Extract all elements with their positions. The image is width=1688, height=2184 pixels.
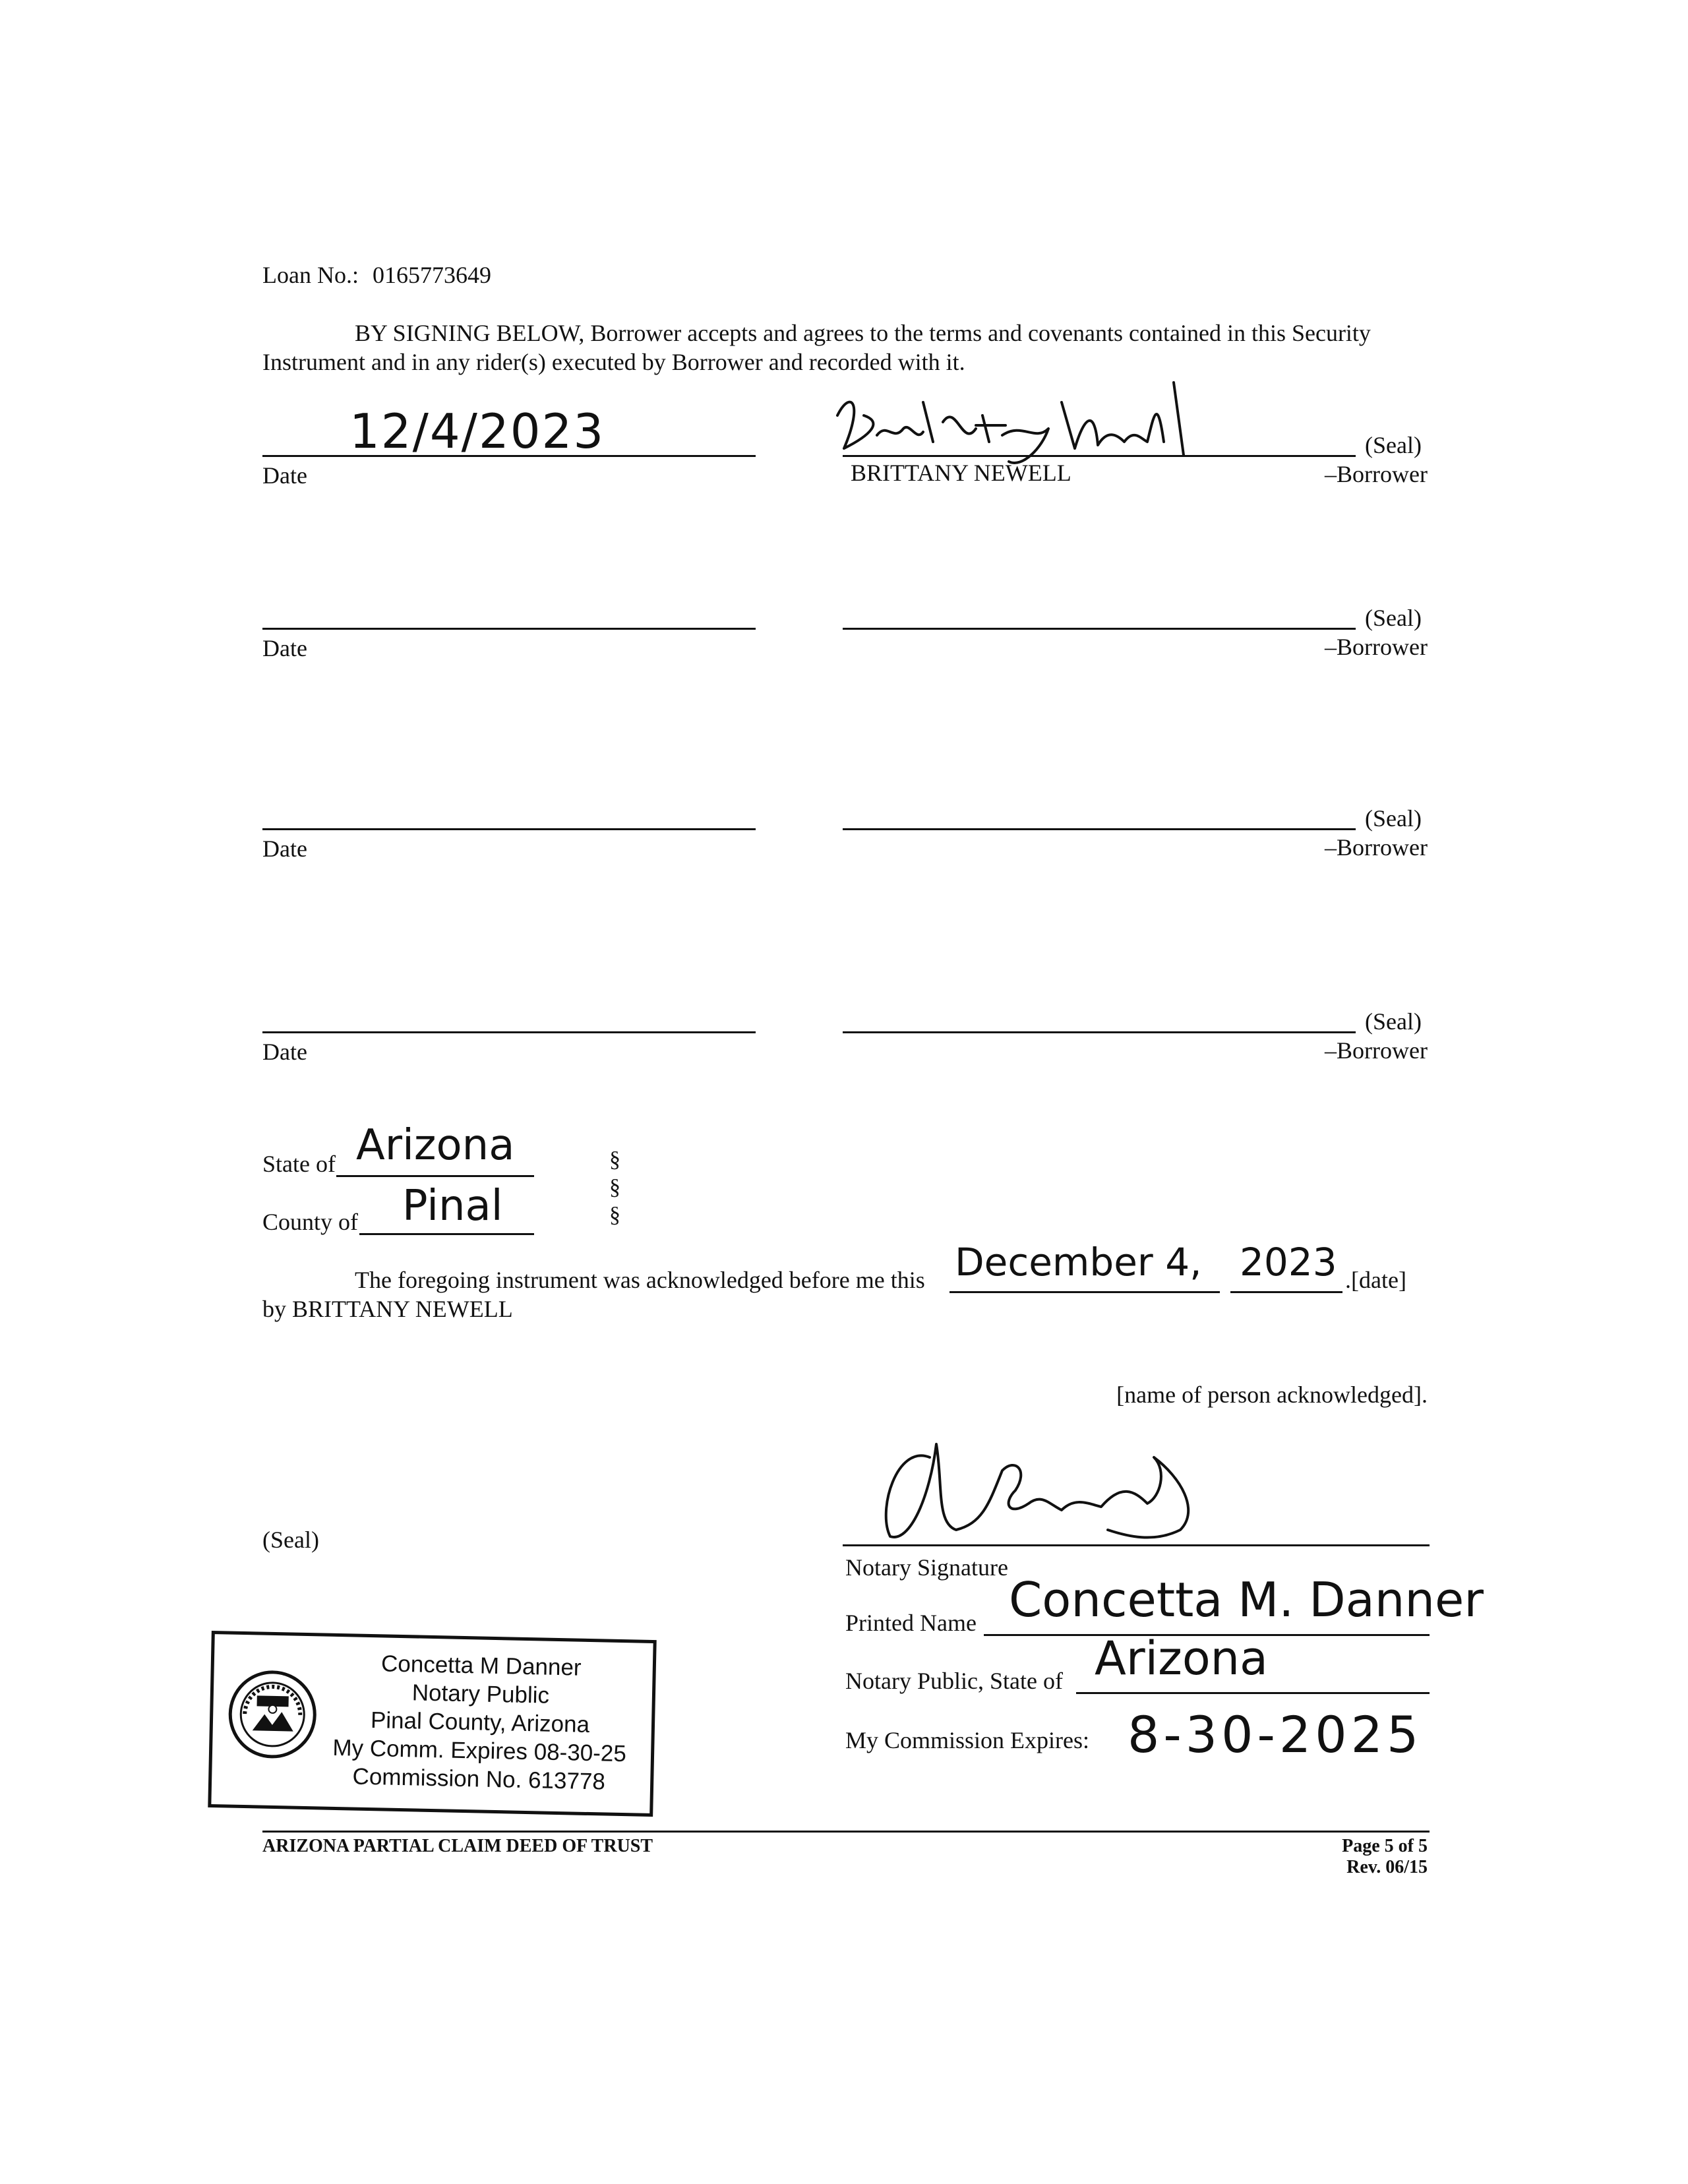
signature-line-2 [843, 628, 1356, 630]
stamp-line: Concetta M Danner [380, 1651, 582, 1681]
handwritten-date: 12/4/2023 [349, 404, 605, 459]
stamp-line: My Comm. Expires 08-30-25 [332, 1734, 627, 1767]
loan-number-label: Loan No.: [262, 262, 359, 288]
ack-date-suffix: .[date] [1345, 1267, 1406, 1293]
seal-label-4: (Seal) [1365, 1008, 1422, 1035]
county-handwritten: Pinal [402, 1182, 503, 1230]
footer-rule [262, 1831, 1430, 1833]
arizona-state-seal-icon [226, 1667, 320, 1761]
date-line-2 [262, 628, 756, 630]
date-label-4: Date [262, 1039, 307, 1065]
borrower-role-3: –Borrower [1325, 834, 1428, 861]
signature-line-4 [843, 1031, 1356, 1033]
borrower-role-1: –Borrower [1325, 461, 1428, 487]
footer-title: ARIZONA PARTIAL CLAIM DEED OF TRUST [262, 1836, 653, 1856]
loan-number-line [262, 261, 491, 289]
notary-state-handwritten: Arizona [1095, 1631, 1268, 1685]
seal-label-1: (Seal) [1365, 432, 1422, 458]
intro-line-1: BY SIGNING BELOW, Borrower accepts and agrees to the terms and covenants contained in this Security [355, 320, 1371, 346]
state-handwritten: Arizona [356, 1121, 515, 1170]
borrower-role-4: –Borrower [1325, 1037, 1428, 1064]
ack-date-handwritten: December 4, [955, 1240, 1202, 1285]
notary-signature [870, 1431, 1240, 1550]
notary-stamp [208, 1631, 656, 1817]
ack-name-note: [name of person acknowledged]. [1116, 1381, 1428, 1408]
borrower-printed-name: BRITTANY NEWELL [851, 460, 1071, 486]
date-label-1: Date [262, 462, 307, 489]
seal-label-2: (Seal) [1365, 605, 1422, 631]
section-symbol-3: § [609, 1203, 620, 1227]
seal-label-3: (Seal) [1365, 805, 1422, 832]
notary-signature-line [843, 1544, 1430, 1546]
commission-label: My Commission Expires: [845, 1727, 1090, 1753]
borrower-role-2: –Borrower [1325, 634, 1428, 660]
date-line-3 [262, 828, 756, 830]
ack-date-line [950, 1291, 1220, 1293]
stamp-line: Pinal County, Arizona [370, 1707, 590, 1738]
ack-year-handwritten: 2023 [1240, 1240, 1337, 1285]
state-line [336, 1175, 534, 1177]
notary-signature-label: Notary Signature [845, 1554, 1008, 1581]
footer-page: Page 5 of 5 [1342, 1836, 1428, 1856]
notary-state-line [1076, 1692, 1430, 1694]
ack-year-line [1230, 1291, 1342, 1293]
signature-line-3 [843, 828, 1356, 830]
date-label-3: Date [262, 835, 307, 862]
intro-line-2: Instrument and in any rider(s) executed by Borrower and recorded with it. [262, 349, 965, 375]
date-line-1 [262, 455, 756, 457]
section-symbol-1: § [609, 1147, 620, 1172]
notary-seal-label: (Seal) [262, 1527, 319, 1553]
state-label: State of [262, 1151, 336, 1177]
printed-name-handwritten: Concetta M. Danner [1009, 1572, 1484, 1627]
printed-name-label: Printed Name [845, 1610, 977, 1636]
date-label-2: Date [262, 635, 307, 661]
county-label: County of [262, 1209, 359, 1235]
loan-number-value: 0165773649 [372, 262, 491, 288]
footer-revision: Rev. 06/15 [1346, 1857, 1428, 1877]
county-line [359, 1233, 534, 1235]
stamp-line: Notary Public [411, 1680, 550, 1709]
acknowledgment-text: The foregoing instrument was acknowledged before me this [355, 1267, 925, 1293]
commission-handwritten: 8-30-2025 [1128, 1705, 1423, 1764]
section-symbol-2: § [609, 1175, 620, 1199]
stamp-text-block [324, 1649, 636, 1797]
stamp-line: Commission No. 613778 [352, 1763, 606, 1795]
ack-by-line: by BRITTANY NEWELL [262, 1296, 513, 1322]
notary-state-label: Notary Public, State of [845, 1668, 1063, 1694]
date-line-4 [262, 1031, 756, 1033]
signature-line-1 [843, 455, 1356, 457]
